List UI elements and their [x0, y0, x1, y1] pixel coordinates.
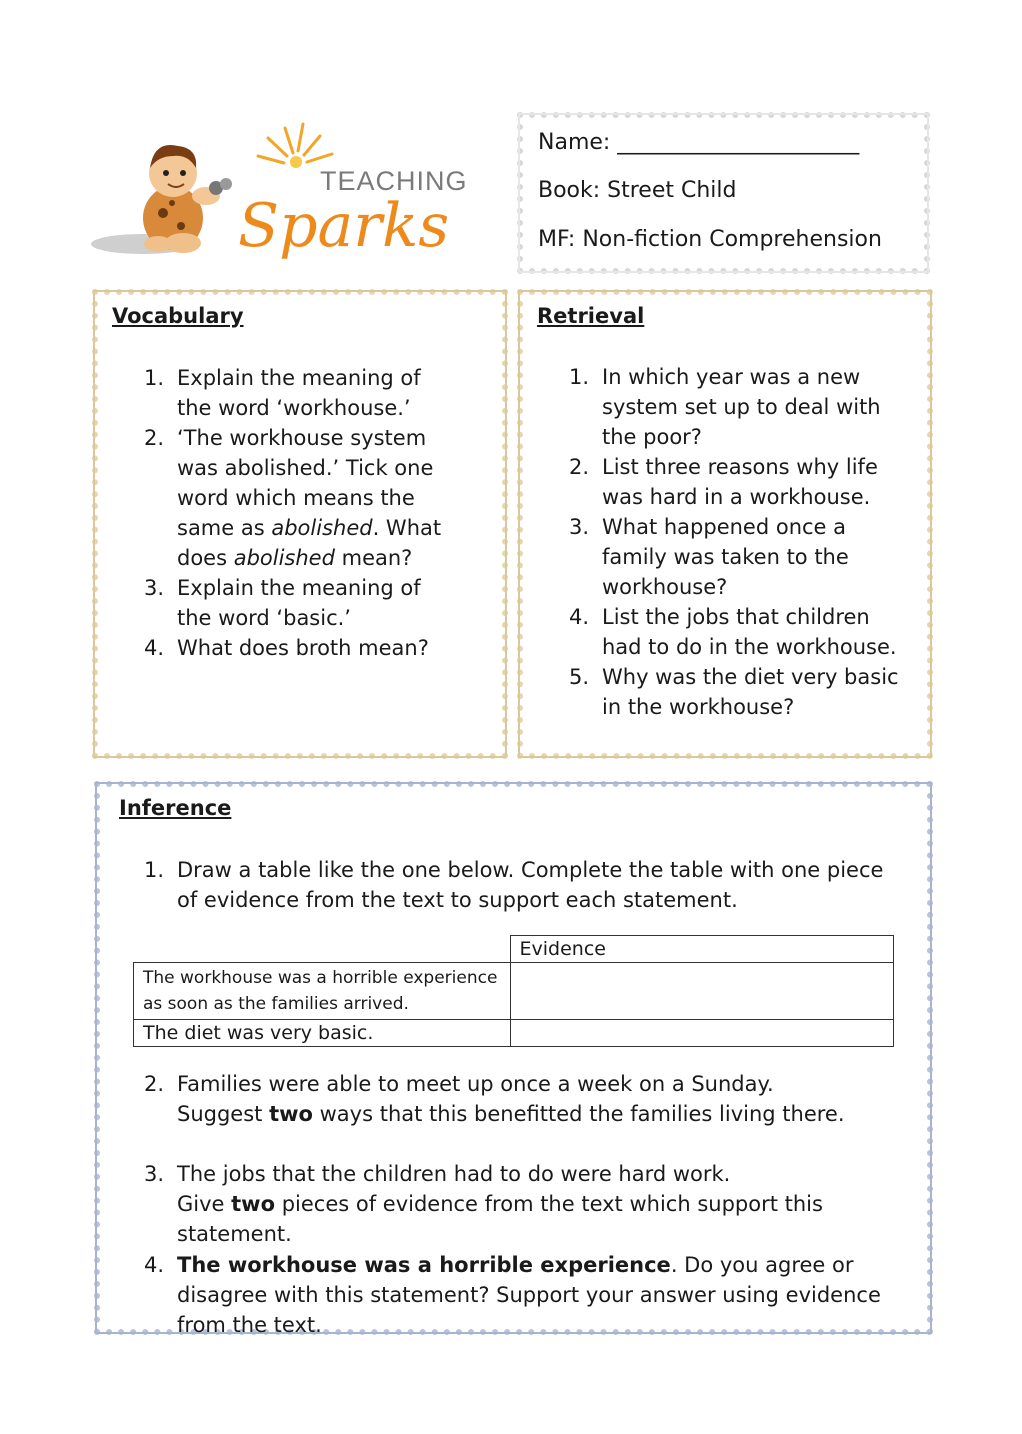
book-label: Book: Street Child	[538, 178, 737, 203]
list-item: 3. What happened once a family was taken to the workhouse?	[569, 515, 849, 599]
inference-q1	[144, 855, 904, 915]
teaching-sparks-logo	[88, 118, 478, 268]
list-item: 3. Explain the meaning of the word ‘basic.’	[144, 576, 421, 630]
svg-text:Sparks: Sparks	[238, 191, 450, 261]
inference-q4	[144, 1250, 914, 1340]
list-item: 2. ‘The workhouse system was abolished.’ Tick one word which means the same as abolished. What does abolished mean?	[144, 426, 442, 570]
mf-label: MF: Non-fiction Comprehension	[538, 227, 882, 252]
table-row	[134, 963, 894, 1020]
list-item: 5. Why was the diet very basic in the workhouse?	[569, 665, 899, 719]
list-item: 4. What does broth mean?	[144, 636, 429, 660]
evidence-cell[interactable]	[510, 963, 893, 1020]
retrieval-heading: Retrieval	[537, 304, 645, 328]
statement-cell: The diet was very basic.	[134, 1020, 511, 1047]
list-item: 4. The workhouse was a horrible experience. Do you agree or disagree with this statement? Support your answer using evidence from the text.	[144, 1253, 881, 1337]
vocabulary-heading: Vocabulary	[112, 304, 244, 328]
list-item: 3. The jobs that the children had to do were hard work. Give two pieces of evidence from the text which support this statement.	[144, 1162, 823, 1246]
vocabulary-list	[144, 363, 454, 663]
list-item: 1. Explain the meaning of the word ‘workhouse.’	[144, 366, 421, 420]
name-field[interactable]: Name: ______________________	[538, 130, 860, 155]
evidence-cell[interactable]	[510, 1020, 893, 1047]
list-item: 1. Draw a table like the one below. Complete the table with one piece of evidence from the text to support each statement.	[144, 858, 884, 912]
svg-text:TEACHING: TEACHING	[320, 166, 468, 196]
table-corner-cell	[134, 936, 511, 963]
inference-q3	[144, 1159, 914, 1249]
list-item: 4. List the jobs that children had to do in the workhouse.	[569, 605, 897, 659]
evidence-header: Evidence	[510, 936, 893, 963]
evidence-table	[133, 935, 894, 1047]
list-item: 2. List three reasons why life was hard in a workhouse.	[569, 455, 878, 509]
list-item: 1. In which year was a new system set up to deal with the poor?	[569, 365, 881, 449]
list-item: 2. Families were able to meet up once a week on a Sunday. Suggest two ways that this benefitted the families living there.	[144, 1072, 845, 1126]
statement-cell: The workhouse was a horrible experience as soon as the families arrived.	[134, 963, 511, 1020]
table-row	[134, 1020, 894, 1047]
inference-q2	[144, 1069, 914, 1129]
inference-heading: Inference	[119, 796, 232, 820]
caveman-mascot-icon	[88, 118, 478, 268]
retrieval-list	[569, 362, 914, 722]
